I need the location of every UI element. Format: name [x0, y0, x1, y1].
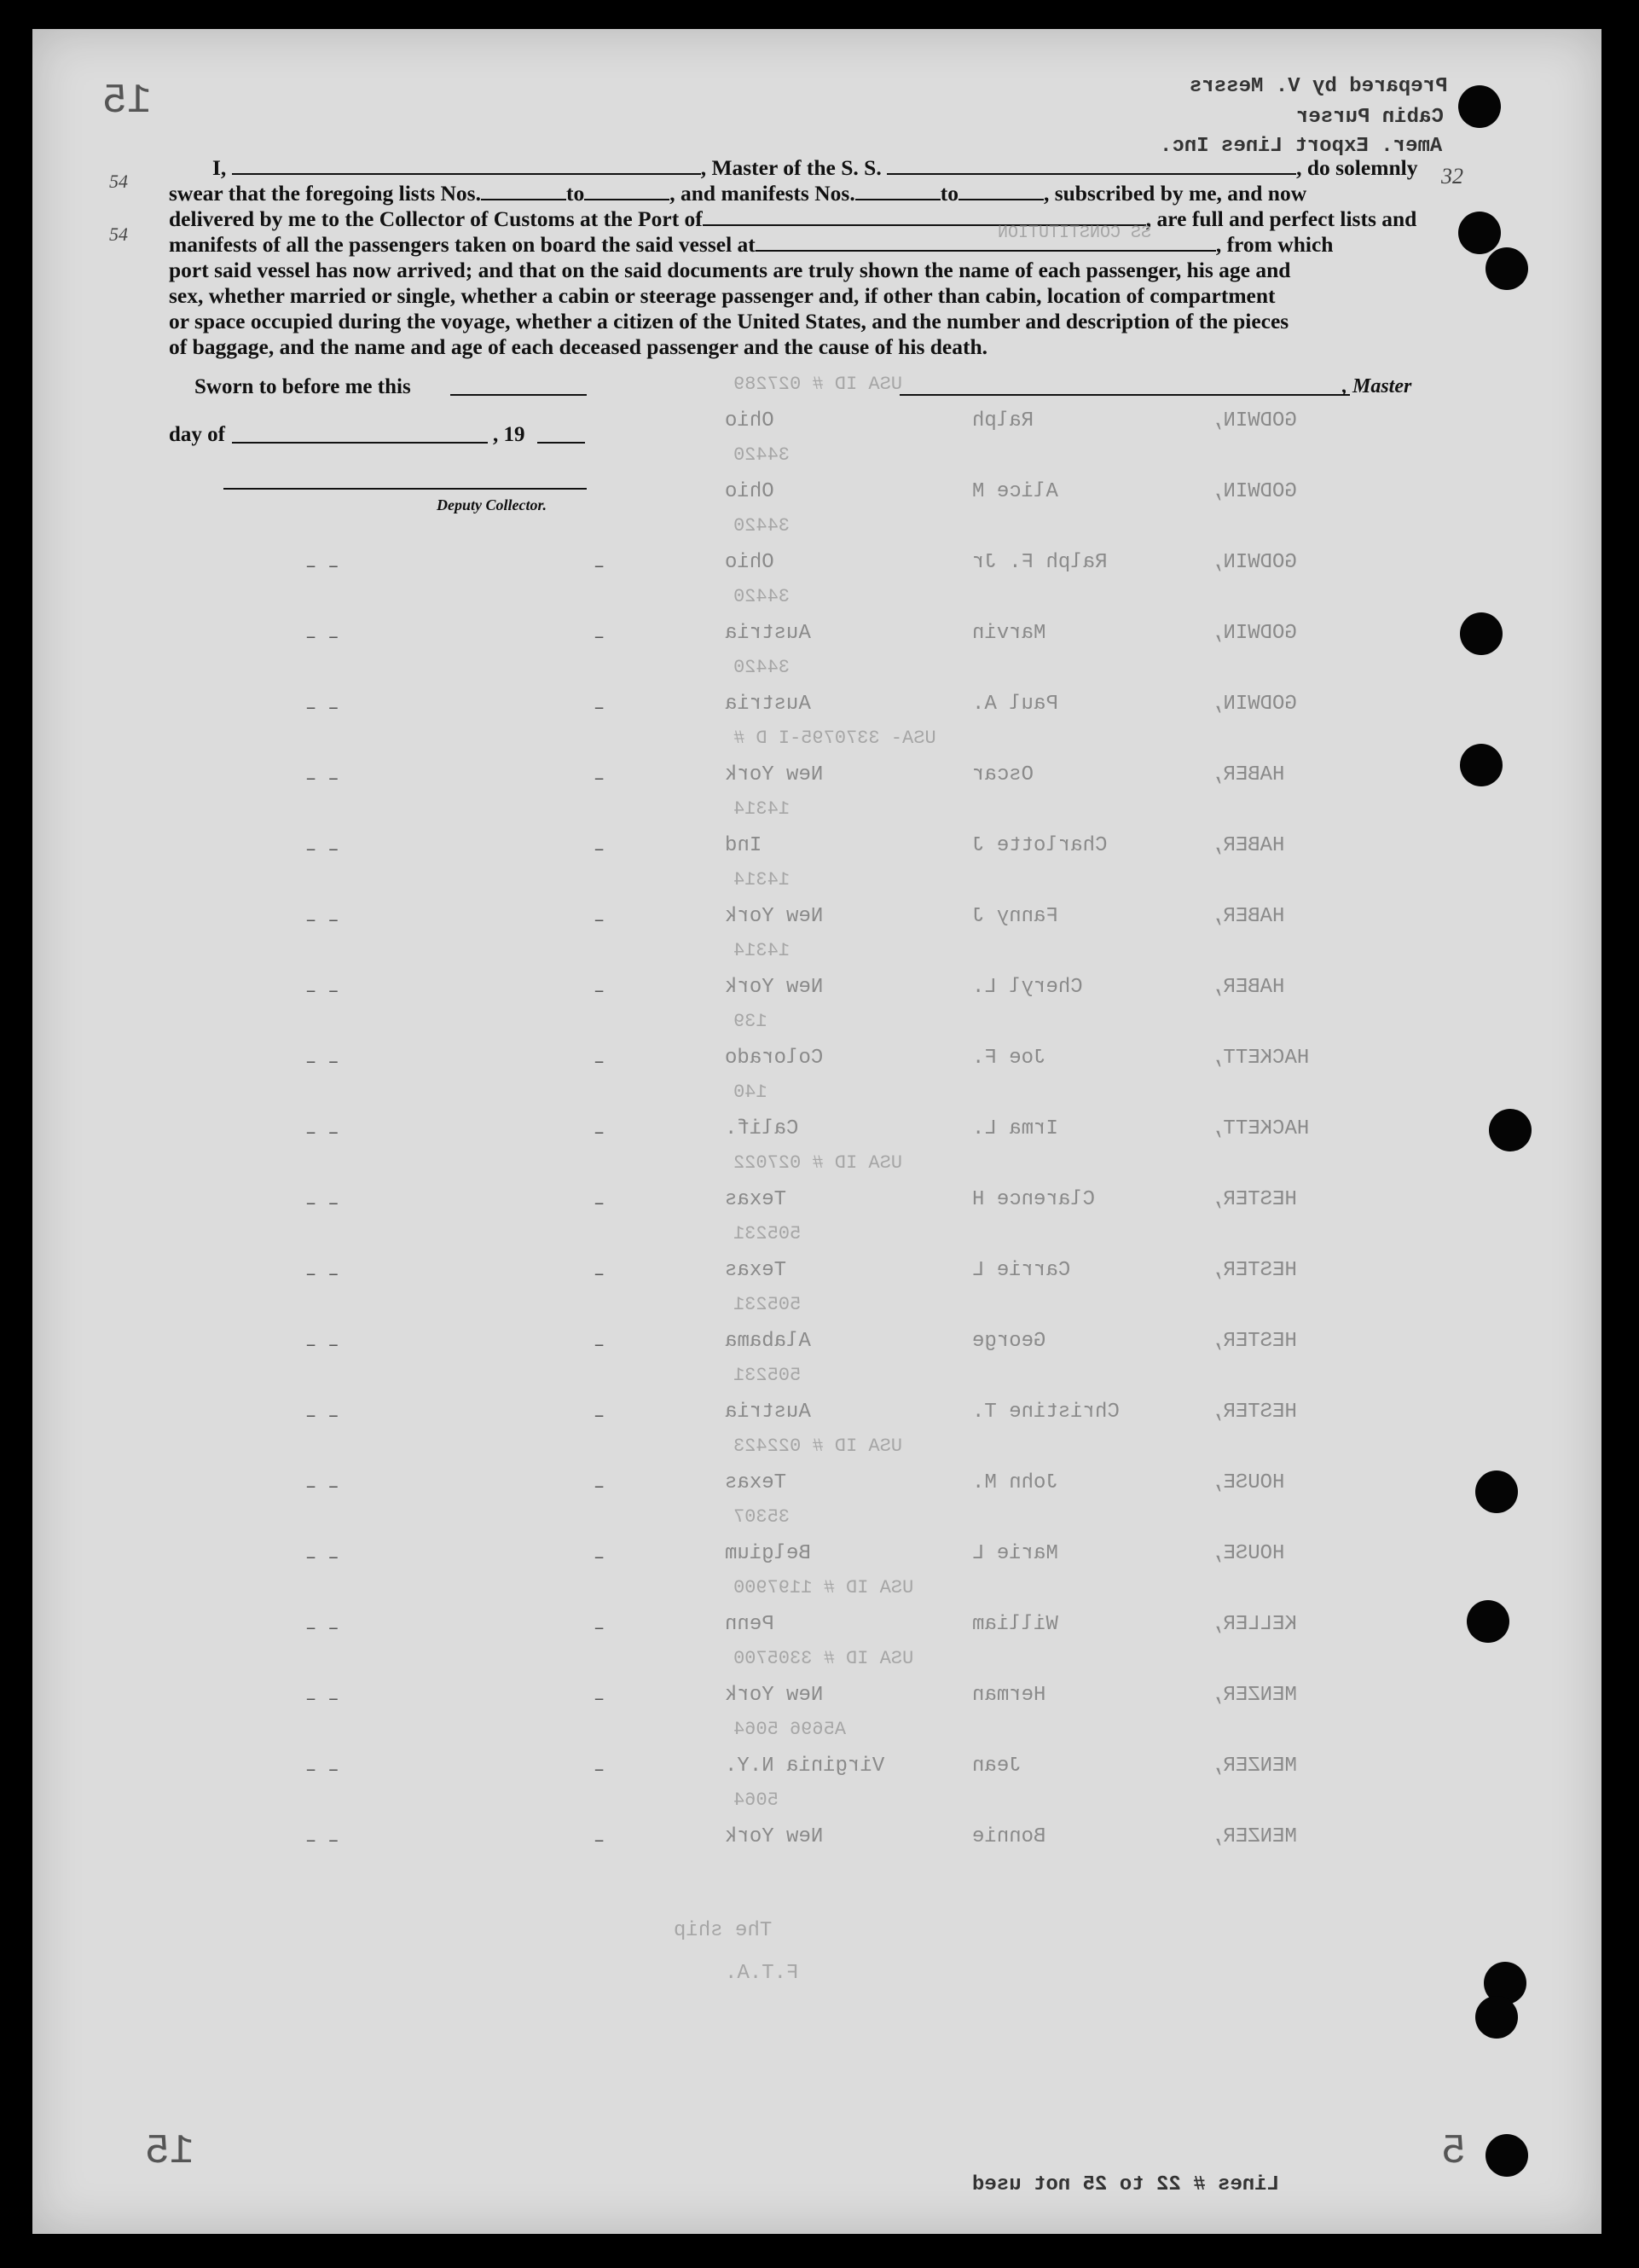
passenger-surname: [1211, 905, 1284, 928]
footer-ghost-2: F.T.A.: [725, 1962, 799, 1985]
passenger-given-name-text: Charlotte J: [972, 834, 1108, 857]
deputy-line: [223, 488, 587, 490]
passenger-surname-text: MENZER,: [1211, 1755, 1297, 1778]
margin-note-left-2: 54: [109, 223, 128, 245]
ditto-mark: –: [594, 839, 605, 861]
ditto-mark: –: [594, 981, 605, 1002]
passenger-surname-text: MENZER,: [1211, 1684, 1297, 1707]
passenger-place-text: Virginia N.Y.: [725, 1755, 885, 1778]
passenger-place-text: Ind: [725, 834, 762, 857]
passenger-surname: [1211, 1047, 1309, 1070]
passenger-place-text: Alabama: [725, 1330, 811, 1353]
sworn-date-line: [450, 394, 587, 396]
punch-hole: [1486, 2134, 1528, 2177]
ditto-mark: –: [594, 910, 605, 931]
passenger-surname: [1211, 1471, 1284, 1494]
ditto-mark: – –: [305, 1406, 339, 1427]
master-label: , Master: [1342, 375, 1412, 397]
passenger-place-text: Austria: [725, 693, 811, 716]
passenger-place: [725, 1471, 786, 1494]
passenger-certificate-text: 14314: [733, 798, 791, 820]
passenger-place: [725, 763, 823, 786]
passenger-surname-text: MENZER,: [1211, 1825, 1297, 1848]
passenger-given-name-text: Clarence H: [972, 1188, 1096, 1211]
passenger-place-text: New York: [725, 905, 824, 928]
ditto-mark: –: [594, 1335, 605, 1356]
page-number-right: 5: [1441, 2129, 1466, 2175]
passenger-place-text: New York: [725, 763, 824, 786]
margin-note-top: 32: [1441, 164, 1463, 189]
punch-hole: [1458, 212, 1501, 254]
passenger-given-name-text: Marie L: [972, 1542, 1058, 1565]
passenger-certificate-text: USA ID # 022423: [733, 1436, 903, 1457]
passenger-place-text: New York: [725, 1684, 824, 1707]
passenger-surname-text: HABER,: [1211, 763, 1285, 786]
margin-note-left-1: 54: [109, 171, 128, 192]
passenger-place: [725, 551, 774, 574]
passenger-certificate-text: USA ID # 027289: [733, 374, 903, 395]
passenger-certificate: [733, 1719, 846, 1740]
passenger-place: [725, 905, 823, 928]
passenger-given-name: [972, 1117, 1058, 1140]
ditto-mark: –: [594, 1618, 605, 1639]
passenger-certificate: [733, 374, 902, 395]
passenger-given-name-text: Bonnie: [972, 1825, 1046, 1848]
passenger-certificate: [733, 586, 790, 607]
passenger-given-name-text: Marvin: [972, 622, 1046, 645]
passenger-certificate: [733, 940, 790, 961]
passenger-place: [725, 1684, 823, 1707]
passenger-place: [725, 1755, 884, 1778]
passenger-certificate-text: USA ID # 1197900: [733, 1577, 914, 1598]
passenger-place-text: Colorado: [725, 1047, 824, 1070]
sworn-label: Sworn to before me this: [194, 375, 411, 398]
punch-hole: [1475, 1470, 1518, 1513]
passenger-surname: [1211, 693, 1297, 716]
passenger-given-name: [972, 1047, 1045, 1070]
passenger-given-name-text: Oscar: [972, 763, 1034, 786]
passenger-place-text: Ohio: [725, 409, 774, 432]
passenger-surname: [1211, 1542, 1284, 1565]
passenger-place-text: Belgium: [725, 1542, 811, 1565]
ditto-mark: –: [594, 1689, 605, 1710]
passenger-certificate-text: USA ID # 3305700: [733, 1648, 914, 1669]
passenger-place-text: Austria: [725, 1401, 811, 1424]
passenger-surname: [1211, 1401, 1297, 1424]
passenger-certificate: [733, 1152, 902, 1174]
ditto-mark: – –: [305, 556, 339, 577]
punch-hole: [1460, 612, 1503, 655]
passenger-place-text: Texas: [725, 1471, 787, 1494]
passenger-surname: [1211, 1684, 1297, 1707]
passenger-surname: [1211, 1188, 1297, 1211]
ditto-mark: –: [594, 698, 605, 719]
passenger-given-name-text: Herman: [972, 1684, 1046, 1707]
passenger-place-text: Texas: [725, 1188, 787, 1211]
passenger-certificate-text: 35307: [733, 1506, 791, 1528]
passenger-place-text: Calif.: [725, 1117, 799, 1140]
passenger-given-name-text: Christine T.: [972, 1401, 1120, 1424]
passenger-given-name: [972, 1613, 1058, 1636]
passenger-certificate: [733, 1365, 801, 1386]
footer-ghost-1: The ship: [674, 1919, 773, 1942]
ditto-mark: – –: [305, 1052, 339, 1073]
footer-note: Lines # 22 to 25 not used: [972, 2173, 1280, 2196]
passenger-given-name: [972, 1401, 1120, 1424]
passenger-certificate-text: 505231: [733, 1365, 802, 1386]
passenger-given-name: [972, 1259, 1070, 1282]
ditto-mark: –: [594, 627, 605, 648]
passenger-given-name: [972, 622, 1045, 645]
passenger-place: [725, 1259, 786, 1282]
passenger-place: [725, 1825, 823, 1848]
passenger-surname: [1211, 1825, 1297, 1848]
passenger-given-name-text: Irma L.: [972, 1117, 1058, 1140]
passenger-surname: [1211, 976, 1284, 999]
passenger-surname-text: HESTER,: [1211, 1330, 1297, 1353]
ditto-mark: – –: [305, 627, 339, 648]
ditto-mark: – –: [305, 698, 339, 719]
passenger-place: [725, 622, 811, 645]
passenger-given-name: [972, 693, 1058, 716]
passenger-surname: [1211, 622, 1297, 645]
passenger-certificate-text: 505231: [733, 1223, 802, 1244]
ditto-mark: –: [594, 556, 605, 577]
passenger-certificate-text: 14314: [733, 940, 791, 961]
passenger-place: [725, 1542, 811, 1565]
ditto-mark: – –: [305, 1193, 339, 1215]
passenger-given-name: [972, 1330, 1045, 1353]
passenger-certificate: [733, 869, 790, 890]
passenger-certificate-text: 34420: [733, 586, 791, 607]
passenger-surname-text: HESTER,: [1211, 1259, 1297, 1282]
passenger-certificate: [733, 1223, 801, 1244]
passenger-certificate: [733, 728, 936, 749]
passenger-given-name-text: Ralph: [972, 409, 1034, 432]
passenger-surname-text: HESTER,: [1211, 1188, 1297, 1211]
passenger-place: [725, 1188, 786, 1211]
passenger-certificate-text: 505231: [733, 1294, 802, 1315]
passenger-certificate-text: USA- 3370795-I D #: [733, 728, 936, 749]
passenger-place: [725, 1047, 823, 1070]
passenger-place: [725, 1117, 798, 1140]
passenger-surname: [1211, 1330, 1297, 1353]
ditto-mark: –: [594, 1193, 605, 1215]
passenger-certificate: [733, 444, 790, 466]
passenger-place: [725, 480, 774, 503]
ditto-mark: –: [594, 1547, 605, 1569]
passenger-certificate-text: 14314: [733, 869, 791, 890]
ditto-mark: – –: [305, 769, 339, 790]
punch-hole: [1486, 247, 1528, 290]
passenger-surname: [1211, 551, 1297, 574]
passenger-certificate: [733, 1789, 779, 1811]
passenger-given-name: [972, 1755, 1022, 1778]
passenger-given-name-text: Carrie L: [972, 1259, 1071, 1282]
passenger-surname-text: HESTER,: [1211, 1401, 1297, 1424]
passenger-given-name: [972, 1684, 1045, 1707]
passenger-given-name-text: George: [972, 1330, 1046, 1353]
page-number-top: 15: [102, 78, 152, 125]
passenger-certificate: [733, 1436, 902, 1457]
ditto-mark: – –: [305, 1122, 339, 1144]
passenger-certificate-text: 140: [733, 1082, 767, 1103]
ditto-mark: –: [594, 1830, 605, 1852]
year-line: [537, 442, 585, 444]
passenger-given-name: [972, 834, 1107, 857]
ditto-mark: – –: [305, 1264, 339, 1285]
punch-hole: [1489, 1109, 1532, 1151]
ditto-mark: –: [594, 1760, 605, 1781]
ditto-mark: –: [594, 1264, 605, 1285]
passenger-certificate: [733, 798, 790, 820]
punch-hole: [1475, 1996, 1518, 2039]
passenger-certificate: [733, 1577, 913, 1598]
deputy-label: Deputy Collector.: [437, 496, 547, 513]
passenger-surname-text: HABER,: [1211, 905, 1285, 928]
passenger-surname: [1211, 834, 1284, 857]
passenger-certificate: [733, 1294, 801, 1315]
passenger-surname-text: GODWIN,: [1211, 409, 1297, 432]
punch-hole: [1458, 85, 1501, 128]
passenger-surname-text: GODWIN,: [1211, 551, 1297, 574]
passenger-surname-text: HACKETT,: [1211, 1117, 1310, 1140]
passenger-given-name-text: Jean: [972, 1755, 1022, 1778]
passenger-given-name-text: Paul A.: [972, 693, 1058, 716]
passenger-given-name: [972, 1825, 1045, 1848]
passenger-certificate: [733, 515, 790, 537]
page-number-left: 15: [145, 2129, 194, 2175]
passenger-place-text: Ohio: [725, 551, 774, 574]
ditto-mark: – –: [305, 839, 339, 861]
passenger-place: [725, 1330, 811, 1353]
passenger-place-text: Texas: [725, 1259, 787, 1282]
passenger-given-name: [972, 763, 1034, 786]
passenger-place: [725, 834, 762, 857]
ditto-mark: – –: [305, 910, 339, 931]
passenger-surname-text: HABER,: [1211, 834, 1285, 857]
passenger-certificate-text: A5696 5064: [733, 1719, 847, 1740]
vessel-ghost: SS CONSTITUTION: [998, 223, 1152, 243]
passenger-certificate: [733, 657, 790, 678]
passenger-certificate: [733, 1082, 767, 1103]
ditto-mark: – –: [305, 981, 339, 1002]
master-line: [900, 394, 1350, 396]
ditto-mark: – –: [305, 1689, 339, 1710]
passenger-given-name-text: William: [972, 1613, 1058, 1636]
passenger-given-name-text: Fanny J: [972, 905, 1058, 928]
ditto-mark: – –: [305, 1760, 339, 1781]
passenger-place-text: Austria: [725, 622, 811, 645]
cabin-purser: Cabin Purser: [1296, 106, 1444, 129]
passenger-certificate: [733, 1011, 767, 1032]
passenger-given-name: [972, 1542, 1058, 1565]
day-of-line: [232, 442, 488, 444]
passenger-surname: [1211, 1755, 1297, 1778]
passenger-surname: [1211, 1613, 1297, 1636]
passenger-certificate-text: 5064: [733, 1789, 779, 1811]
passenger-given-name-text: Alice M: [972, 480, 1058, 503]
passenger-place-text: Ohio: [725, 480, 774, 503]
passenger-place: [725, 1613, 774, 1636]
ditto-mark: –: [594, 1122, 605, 1144]
passenger-surname: [1211, 1259, 1297, 1282]
oath-paragraph: I, , Master of the S. S. , do solemnly swear that the foregoing lists Nos. to , and manifests Nos. to , subscribed by me, and now delivered by me to the Collector of Customs at the Port of , are full and perfect lists and manifests of all the passengers taken on board the said vessel at , from which port said vessel has now arrived; and that on the said documents are truly shown the name of each passenger, his age and sex, whether married or single, whether a cabin or steerage passenger and, if other than cabin, location of compartment or space occupied during the voyage, whether a citizen of the United States, and the number and description of the pieces of baggage, and the name and age of each deceased passenger and the cause of his death.: [169, 155, 1418, 359]
passenger-place-text: Penn: [725, 1613, 774, 1636]
ditto-mark: – –: [305, 1335, 339, 1356]
ditto-mark: – –: [305, 1547, 339, 1569]
passenger-surname: [1211, 763, 1284, 786]
passenger-given-name: [972, 976, 1083, 999]
passenger-place-text: New York: [725, 976, 824, 999]
punch-hole: [1460, 744, 1503, 786]
passenger-certificate-text: 139: [733, 1011, 767, 1032]
passenger-surname: [1211, 480, 1297, 503]
ditto-mark: –: [594, 769, 605, 790]
year-label: , 19: [493, 423, 525, 446]
passenger-certificate-text: 34420: [733, 515, 791, 537]
passenger-place: [725, 693, 811, 716]
passenger-surname-text: GODWIN,: [1211, 622, 1297, 645]
ditto-mark: –: [594, 1476, 605, 1498]
passenger-given-name-text: Joe F.: [972, 1047, 1046, 1070]
punch-hole: [1467, 1600, 1509, 1643]
passenger-given-name: [972, 905, 1058, 928]
passenger-certificate-text: 34420: [733, 444, 791, 466]
passenger-surname-text: HABER,: [1211, 976, 1285, 999]
passenger-certificate-text: 34420: [733, 657, 791, 678]
passenger-surname: [1211, 409, 1297, 432]
company: Amer. Export Lines Inc.: [1160, 135, 1443, 158]
passenger-surname-text: HACKETT,: [1211, 1047, 1310, 1070]
passenger-place: [725, 409, 774, 432]
day-of-label: day of: [169, 423, 225, 446]
passenger-surname-text: GODWIN,: [1211, 693, 1297, 716]
passenger-surname-text: HOUSE,: [1211, 1542, 1285, 1565]
passenger-surname-text: HOUSE,: [1211, 1471, 1285, 1494]
passenger-surname-text: KELLER,: [1211, 1613, 1297, 1636]
passenger-given-name: [972, 551, 1107, 574]
passenger-surname: [1211, 1117, 1309, 1140]
ditto-mark: –: [594, 1406, 605, 1427]
passenger-given-name: [972, 1188, 1095, 1211]
passenger-given-name-text: Cheryl L.: [972, 976, 1083, 999]
passenger-given-name: [972, 1471, 1058, 1494]
passenger-given-name: [972, 409, 1034, 432]
passenger-given-name-text: Ralph F. Jr: [972, 551, 1108, 574]
passenger-surname-text: GODWIN,: [1211, 480, 1297, 503]
passenger-certificate: [733, 1648, 913, 1669]
prepared-by: Prepared by V. Messrs: [1190, 75, 1448, 98]
passenger-place: [725, 976, 823, 999]
ditto-mark: – –: [305, 1476, 339, 1498]
passenger-given-name-text: John M.: [972, 1471, 1058, 1494]
passenger-place-text: New York: [725, 1825, 824, 1848]
ditto-mark: –: [594, 1052, 605, 1073]
passenger-given-name: [972, 480, 1058, 503]
passenger-certificate-text: USA ID # 027022: [733, 1152, 903, 1174]
ditto-mark: – –: [305, 1618, 339, 1639]
passenger-place: [725, 1401, 811, 1424]
passenger-certificate: [733, 1506, 790, 1528]
ditto-mark: – –: [305, 1830, 339, 1852]
